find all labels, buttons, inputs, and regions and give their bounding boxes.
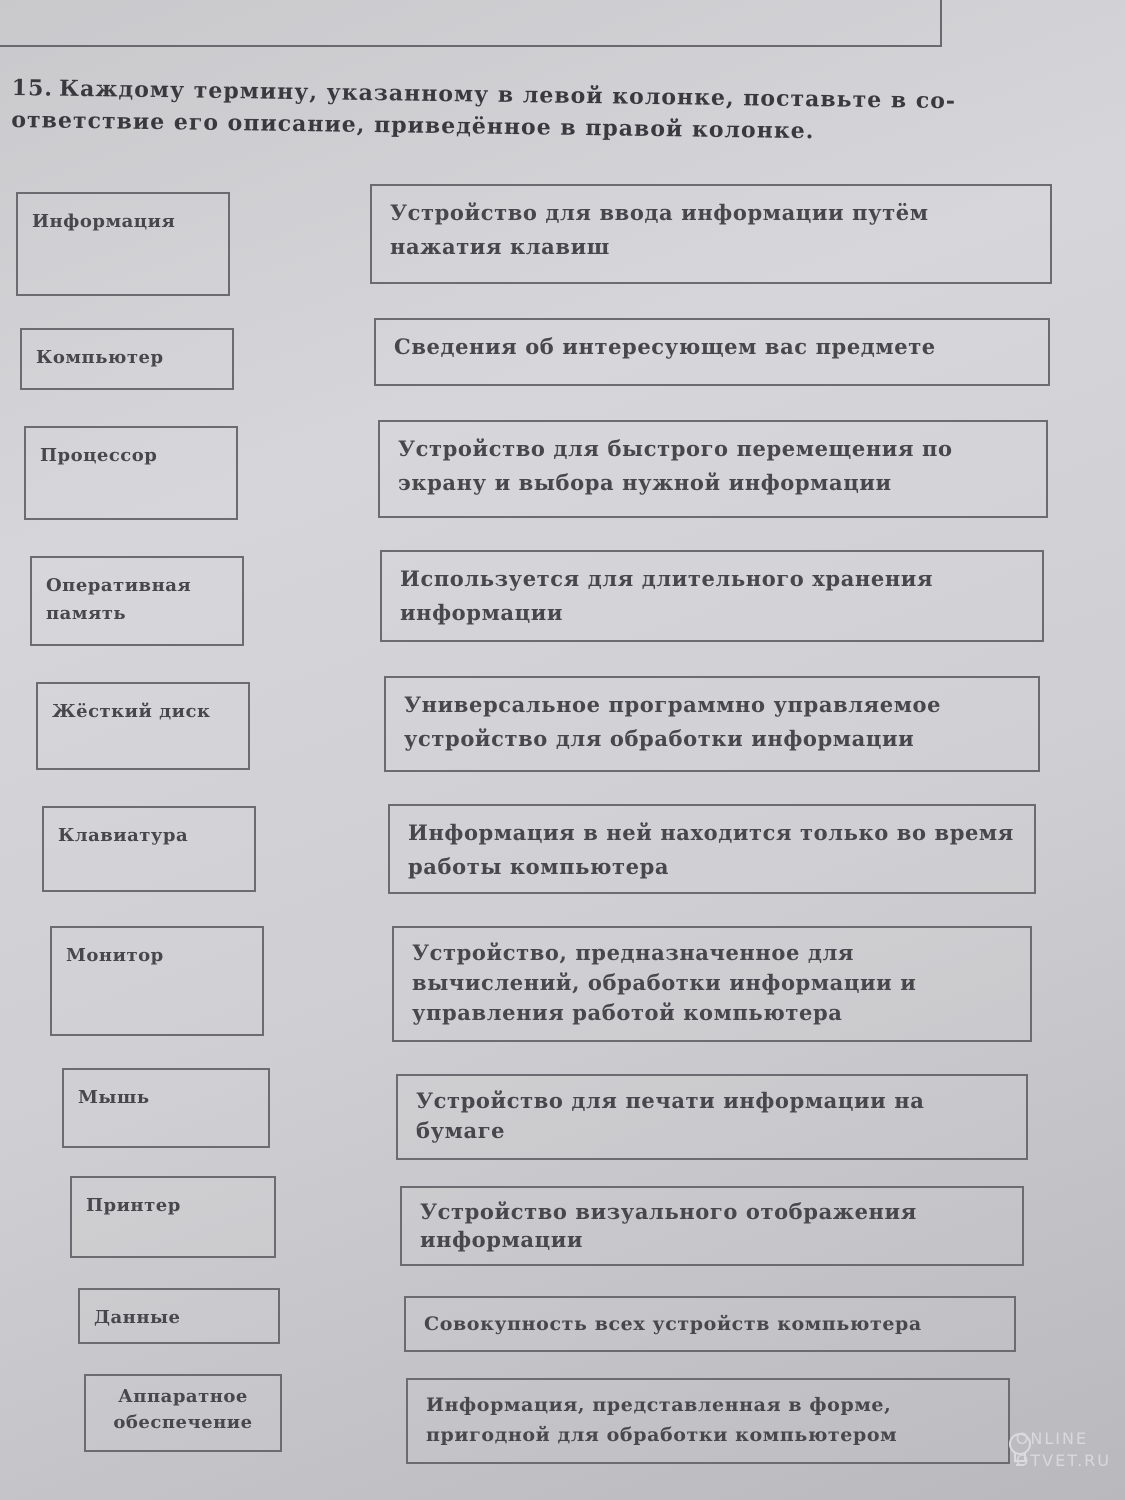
watermark-line1: ONLINE xyxy=(1015,1429,1089,1448)
description-box[interactable]: Информация в ней находится только во время работы компьютера xyxy=(388,804,1036,894)
description-box[interactable]: Устройство визуального отображения информации xyxy=(400,1186,1024,1266)
description-box[interactable]: Устройство для ввода информации путём нажатия клавиш xyxy=(370,184,1052,284)
term-box[interactable]: Клавиатура xyxy=(42,806,256,892)
description-box[interactable]: Информация, представленная в форме, пригодной для обработки компьютером xyxy=(406,1378,1010,1464)
previous-answer-box xyxy=(0,0,942,47)
description-box[interactable]: Устройство для печати информации на бумаге xyxy=(396,1074,1028,1160)
watermark-line2: OTVET.RU xyxy=(1015,1451,1111,1470)
term-box[interactable]: Жёсткий диск xyxy=(36,682,250,770)
description-box[interactable]: Совокупность всех устройств компьютера xyxy=(404,1296,1016,1352)
description-box[interactable]: Универсальное программно управляемое устройство для обработки информации xyxy=(384,676,1040,772)
term-box[interactable]: Процессор xyxy=(24,426,238,520)
description-box[interactable]: Используется для длительного хранения информации xyxy=(380,550,1044,642)
term-box[interactable]: Аппаратное обеспечение xyxy=(84,1374,282,1452)
term-box[interactable]: Оперативная память xyxy=(30,556,244,646)
watermark xyxy=(1016,1428,1111,1472)
term-box[interactable]: Информация xyxy=(16,192,230,296)
description-box[interactable]: Устройство для быстрого перемещения по экрану и выбора нужной информации xyxy=(378,420,1048,518)
term-box[interactable]: Данные xyxy=(78,1288,280,1344)
description-box[interactable]: Сведения об интересующем вас предмете xyxy=(374,318,1050,386)
task-statement xyxy=(11,72,1052,151)
term-box[interactable]: Принтер xyxy=(70,1176,276,1258)
description-box[interactable]: Устройство, предназначенное для вычислений, обработки информации и управления работой компьютера xyxy=(392,926,1032,1042)
term-box[interactable]: Монитор xyxy=(50,926,264,1036)
task-number: 15. xyxy=(11,74,54,102)
task-text: Каждому термину, указанному в левой колонке, поставьте в со-ответствие его описание, приведённое в правой колонке. xyxy=(11,75,957,145)
term-box[interactable]: Компьютер xyxy=(20,328,234,390)
term-box[interactable]: Мышь xyxy=(62,1068,270,1148)
